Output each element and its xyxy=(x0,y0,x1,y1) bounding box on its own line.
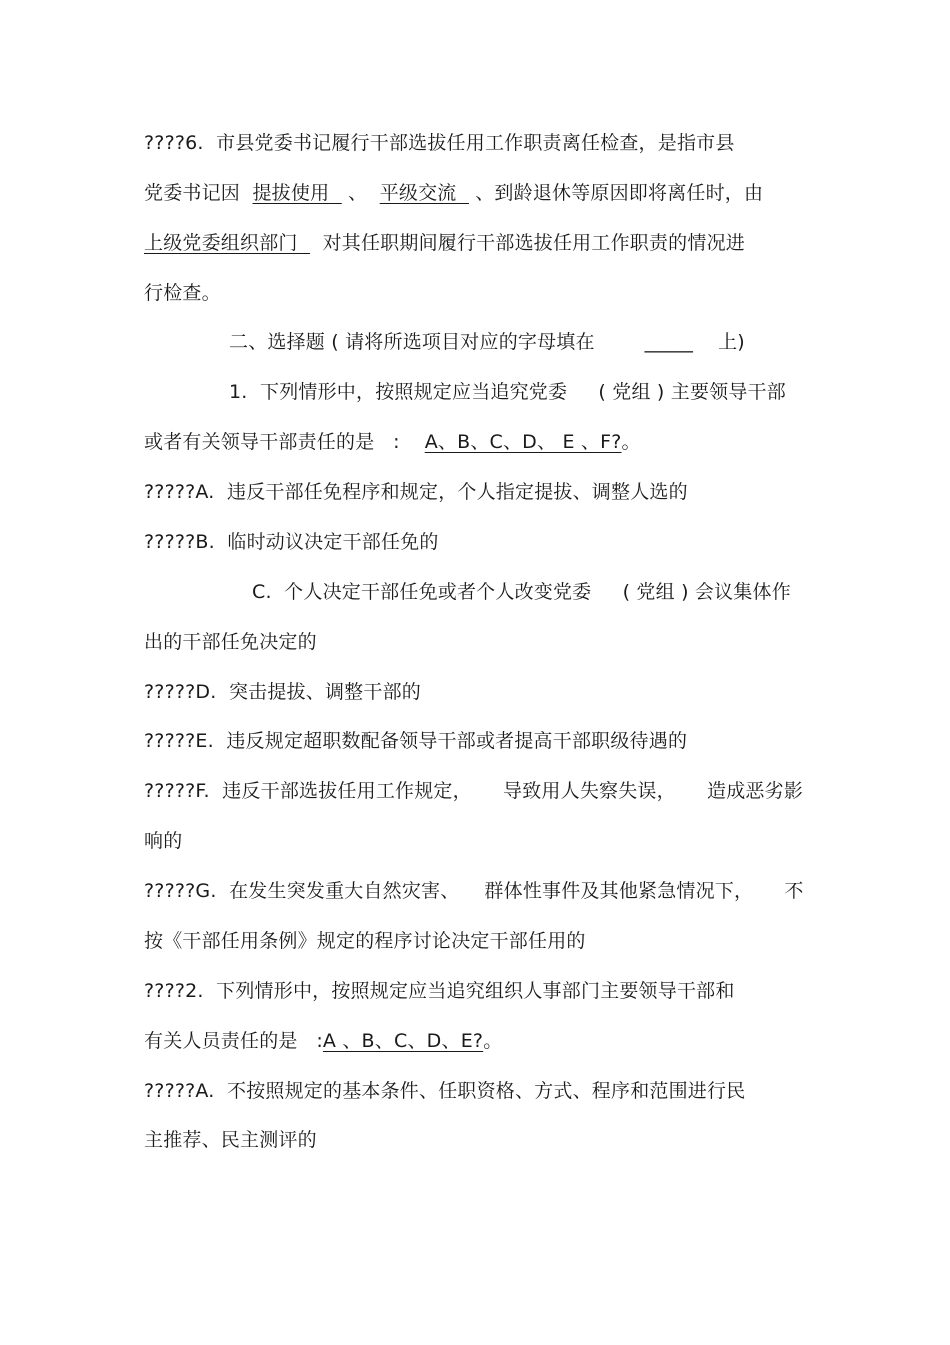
c1-text: 或者有关领导干部责任的是 : xyxy=(144,431,425,453)
q6-line-2 xyxy=(144,181,763,205)
option-a: ?????A. 违反干部任免程序和规定，个人指定提拔、调整人选的 xyxy=(144,481,688,503)
option-f-cont: 响的 xyxy=(144,830,183,852)
option-b: ?????B. 临时动议决定干部任免的 xyxy=(144,531,439,553)
c1-answer: A、B、C、D、 E 、F? xyxy=(424,431,622,453)
c2-line-2 xyxy=(144,1029,502,1053)
c2-text: 有关人员责任的是 : xyxy=(144,1030,323,1052)
q6-line-4: 行检查。 xyxy=(144,282,221,304)
q6-line-3 xyxy=(144,231,745,255)
q6-text: 、 xyxy=(341,182,380,204)
answer-blank-2: 平级交流 xyxy=(379,182,469,204)
q6-line-1: ????6. 市县党委书记履行干部选拔任用工作职责离任检查，是指市县 xyxy=(144,132,735,154)
c1-line-1: 1. 下列情形中，按照规定应当追究党委 ( 党组 ) 主要领导干部 xyxy=(229,381,786,403)
q6-text: 、到龄退休等原因即将离任时，由 xyxy=(468,182,764,204)
option-c: C. 个人决定干部任免或者个人改变党委 ( 党组 ) 会议集体作 xyxy=(252,581,791,603)
answer-blank-3: 上级党委组织部门 xyxy=(144,232,311,254)
c1-text: 。 xyxy=(621,431,641,453)
option-g: ?????G. 在发生突发重大自然灾害、 群体性事件及其他紧急情况下， 不 xyxy=(144,880,804,902)
c1-line-2 xyxy=(144,430,641,454)
c2-text: 。 xyxy=(483,1030,503,1052)
q6-text: 党委书记因 xyxy=(144,182,253,204)
answer-blank-1: 提拔使用 xyxy=(252,182,342,204)
option-e: ?????E. 违反规定超职数配备领导干部或者提高干部职级待遇的 xyxy=(144,730,688,752)
option-f: ?????F. 违反干部选拔任用工作规定， 导致用人失察失误， 造成恶劣影 xyxy=(144,780,804,802)
option-c-cont: 出的干部任免决定的 xyxy=(144,631,317,653)
c2-line-1: ????2. 下列情形中，按照规定应当追究组织人事部门主要领导干部和 xyxy=(144,980,735,1002)
c2-option-a: ?????A. 不按照规定的基本条件、任职资格、方式、程序和范围进行民 xyxy=(144,1080,746,1102)
section-title: 二、选择题 ( 请将所选项目对应的字母填在 _____ 上) xyxy=(229,331,745,353)
option-g-cont: 按《干部任用条例》规定的程序讨论决定干部任用的 xyxy=(144,930,586,952)
c2-answer: A 、B、C、D、E? xyxy=(322,1030,484,1052)
option-d: ?????D. 突击提拔、调整干部的 xyxy=(144,681,421,703)
c2-option-a-cont: 主推荐、民主测评的 xyxy=(144,1129,317,1151)
q6-text: 对其任职期间履行干部选拔任用工作职责的情况进 xyxy=(310,232,745,254)
